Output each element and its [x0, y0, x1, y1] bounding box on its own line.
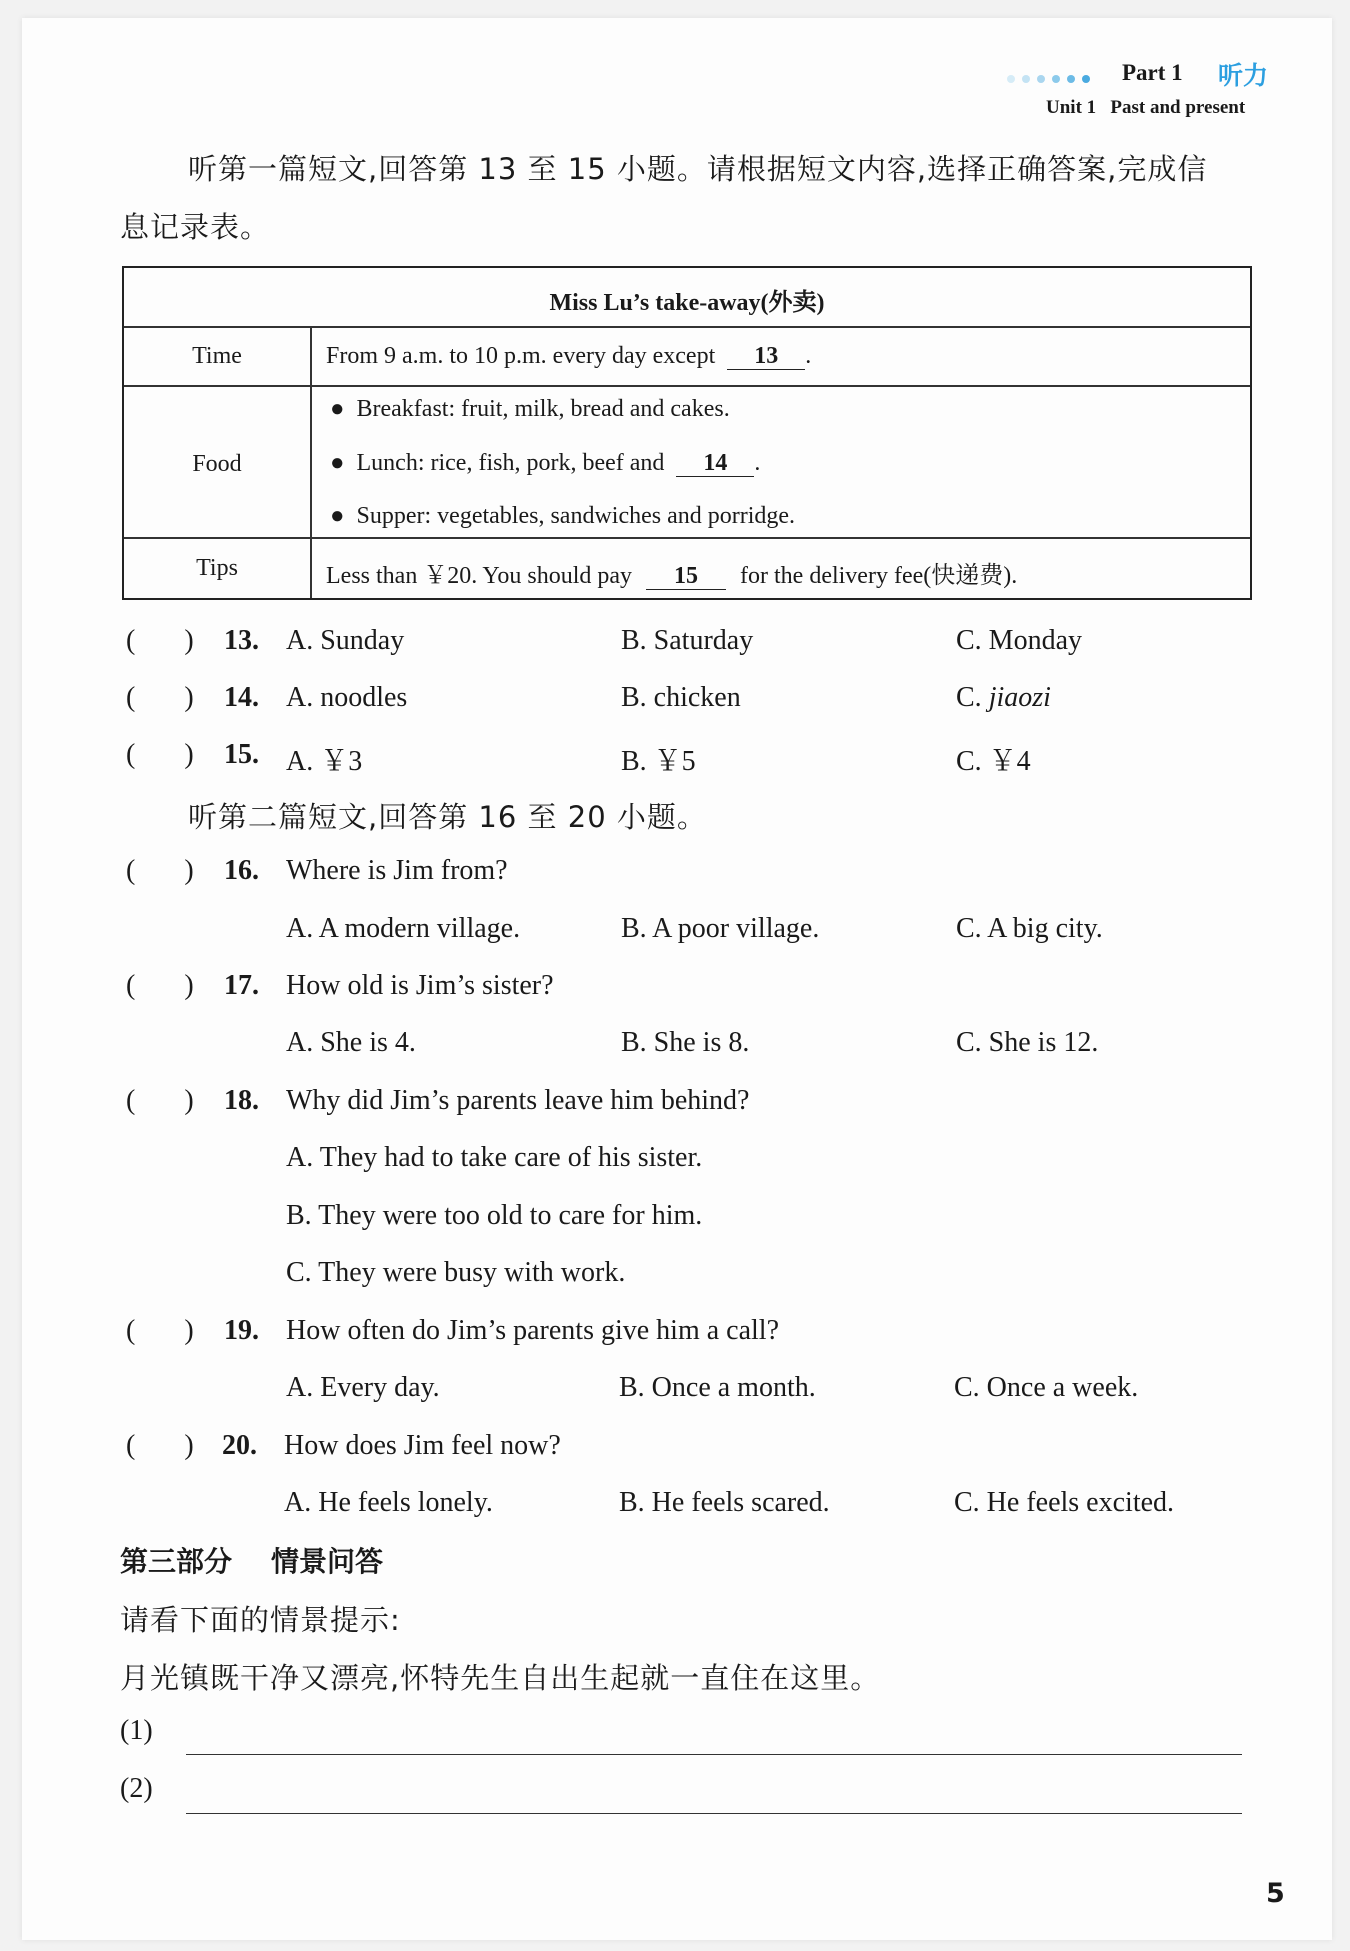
header-part: Part 1	[1122, 60, 1183, 85]
option-a: A. noodles	[286, 682, 408, 713]
option-a: A. They had to take care of his sister.	[286, 1142, 703, 1173]
blank-14[interactable]: 14	[676, 450, 754, 477]
answer-paren[interactable]: ( )	[126, 625, 194, 656]
bullet-icon: ●	[330, 450, 345, 476]
option-b: B. A poor village.	[621, 913, 820, 944]
answer-label-2: (2)	[120, 1773, 153, 1804]
section3-heading	[120, 1540, 383, 1580]
option-c: C. She is 12.	[956, 1027, 1099, 1058]
time-text: From 9 a.m. to 10 p.m. every day except	[326, 343, 716, 369]
food-item-text: Lunch: rice, fish, pork, beef and	[356, 450, 665, 476]
option-c: C. ￥4	[956, 746, 1031, 777]
question-text: Why did Jim’s parents leave him behind?	[286, 1085, 750, 1116]
food-item	[330, 503, 795, 530]
food-item-text: Breakfast: fruit, milk, bread and cakes.	[356, 396, 730, 422]
section3-subtitle: 情景问答	[271, 1545, 384, 1578]
header-dots-decoration	[1007, 68, 1097, 87]
option-c: C. Once a week.	[954, 1372, 1139, 1403]
blank-13[interactable]: 13	[727, 343, 805, 370]
answer-paren[interactable]: ( )	[126, 855, 194, 886]
question-number: 15.	[224, 739, 259, 770]
option-a: A. He feels lonely.	[284, 1487, 493, 1518]
bullet-icon: ●	[330, 396, 345, 422]
question-number: 14.	[224, 682, 259, 713]
option-b: B. chicken	[621, 682, 741, 713]
option-c: C. Monday	[956, 625, 1082, 656]
option-b: B. He feels scared.	[619, 1487, 830, 1518]
tips-text: Less than ￥20. You should pay	[326, 563, 633, 589]
question-number: 19.	[224, 1315, 259, 1346]
option-a: A. She is 4.	[286, 1027, 416, 1058]
option-c: C. A big city.	[956, 913, 1103, 944]
option-c: C. They were busy with work.	[286, 1257, 626, 1288]
option-b: B. Once a month.	[619, 1372, 816, 1403]
food-label: Food	[192, 451, 242, 477]
table-rule	[124, 326, 1250, 328]
section3-prompt: 请看下面的情景提示:	[120, 1603, 401, 1637]
section3-title: 第三部分	[120, 1545, 233, 1578]
option-b: B. She is 8.	[621, 1027, 750, 1058]
option-b: B. ￥5	[621, 746, 696, 777]
option-a: A. Sunday	[286, 625, 405, 656]
answer-paren[interactable]: ( )	[126, 970, 194, 1001]
food-item	[330, 396, 730, 423]
answer-paren[interactable]: ( )	[126, 1430, 194, 1461]
time-label: Time	[192, 343, 242, 369]
question-text: How does Jim feel now?	[284, 1430, 561, 1461]
answer-line-2[interactable]	[186, 1813, 1242, 1814]
header-unit-label: Unit 1	[1046, 97, 1097, 118]
info-table	[122, 266, 1252, 600]
table-col-rule	[310, 326, 312, 598]
tips-row	[326, 555, 1017, 590]
table-rule	[124, 537, 1250, 539]
option-a: A. Every day.	[286, 1372, 440, 1403]
section3-scenario: 月光镇既干净又漂亮,怀特先生自出生起就一直住在这里。	[120, 1661, 881, 1695]
question-text: How often do Jim’s parents give him a call?	[286, 1315, 779, 1346]
intro2: 听第二篇短文,回答第 16 至 20 小题。	[188, 800, 707, 834]
option-a: A. ￥3	[286, 746, 363, 777]
page-number: 5	[1266, 1878, 1285, 1909]
option-b: B. They were too old to care for him.	[286, 1200, 703, 1231]
time-row: From 9 a.m. to 10 p.m. every day except 13 .	[326, 343, 812, 369]
option-a: A. A modern village.	[286, 913, 521, 944]
header-unit-title: Past and present	[1110, 97, 1246, 118]
answer-paren[interactable]: ( )	[126, 1085, 194, 1116]
answer-paren[interactable]: ( )	[126, 682, 194, 713]
food-item-text: Supper: vegetables, sandwiches and porridge.	[356, 503, 796, 529]
question-text: Where is Jim from?	[286, 855, 508, 886]
tips-text-after: for the delivery fee(快递费).	[740, 563, 1018, 589]
table-rule	[124, 385, 1250, 387]
answer-paren[interactable]: ( )	[126, 1315, 194, 1346]
page	[22, 18, 1332, 1940]
intro1-line1: 听第一篇短文,回答第 13 至 15 小题。请根据短文内容,选择正确答案,完成信	[188, 152, 1208, 186]
option-c-italic: jiaozi	[988, 682, 1051, 713]
answer-paren[interactable]: ( )	[126, 739, 194, 770]
question-text: How old is Jim’s sister?	[286, 970, 554, 1001]
blank-15[interactable]: 15	[646, 563, 726, 590]
header-unit	[1046, 97, 1245, 119]
option-b: B. Saturday	[621, 625, 754, 656]
question-number: 20.	[222, 1430, 257, 1461]
intro1-line2: 息记录表。	[120, 210, 271, 244]
answer-label-1: (1)	[120, 1715, 153, 1746]
question-number: 16.	[224, 855, 259, 886]
question-number: 18.	[224, 1085, 259, 1116]
bullet-icon: ●	[330, 503, 345, 529]
table-title: Miss Lu’s take-away(外卖)	[549, 290, 825, 316]
option-c: C. He feels excited.	[954, 1487, 1175, 1518]
question-number: 17.	[224, 970, 259, 1001]
header-section: 听力	[1218, 61, 1269, 90]
answer-line-1[interactable]	[186, 1754, 1242, 1755]
tips-label: Tips	[196, 555, 238, 581]
food-item: ● Lunch: rice, fish, pork, beef and 14 .	[330, 450, 761, 476]
question-number: 13.	[224, 625, 259, 656]
option-c	[956, 682, 1051, 714]
option-c-letter: C.	[956, 682, 982, 713]
